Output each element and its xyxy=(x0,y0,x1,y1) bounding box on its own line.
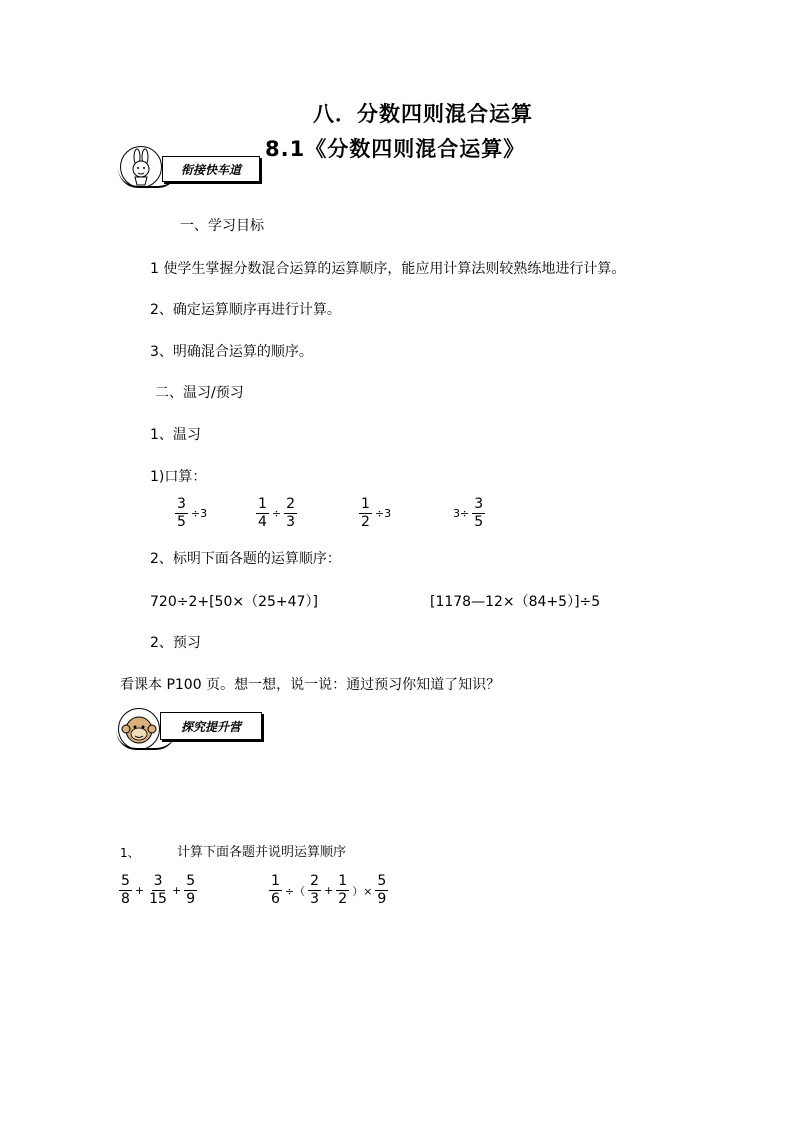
order-heading: 2、标明下面各题的运算顺序： xyxy=(150,551,341,567)
lesson-title: 8.1《分数四则混合运算》 xyxy=(265,137,526,161)
exercise-item-number: 1、 xyxy=(120,846,140,860)
order-exercise-1: 720÷2+[50×（25+47）] xyxy=(150,594,318,610)
review-heading: 1、温习 xyxy=(150,427,201,443)
preview-heading: 2、预习 xyxy=(150,635,201,651)
mental-math-expr-4: 3÷ $\frac{3}{5}$ xyxy=(453,496,484,530)
goal-item-2: 2、确定运算顺序再进行计算。 xyxy=(150,302,341,318)
goals-heading: 一、学习目标 xyxy=(180,218,264,234)
mental-math-expr-2: $\frac{1}{4}$ ÷ $\frac{2}{3}$ xyxy=(258,496,296,530)
explore-badge xyxy=(116,704,268,750)
exercise-item-text: 计算下面各题并说明运算顺序 xyxy=(177,845,347,860)
order-exercise-2: [1178—12×（84+5）]÷5 xyxy=(430,594,601,610)
exercise-expr-2: $\frac{1}{6}$ ÷（ $\frac{2}{3}$ + $\frac{1}{2}$ ）× $\frac{5}{9}$ xyxy=(271,873,387,907)
exercise-expr-1: $\frac{5}{8}$ + $\frac{3}{15}$ + $\frac{5}{9}$ xyxy=(121,873,196,907)
preview-text: 看课本 P100 页。想一想，说一说：通过预习你知道了知识？ xyxy=(120,677,501,693)
goal-item-1: 1 使学生掌握分数混合运算的运算顺序，能应用计算法则较熟练地进行计算。 xyxy=(150,261,626,277)
review-preview-heading: 二、温习/预习 xyxy=(155,385,244,401)
mental-math-expr-3: $\frac{1}{2}$ ÷3 xyxy=(361,496,392,530)
mental-math-expr-1: $\frac{3}{5}$ ÷3 xyxy=(177,496,208,530)
bridge-badge xyxy=(118,146,268,190)
explore-banner: 探究提升营 xyxy=(160,712,262,740)
chapter-title: 八．分数四则混合运算 xyxy=(313,102,533,126)
bridge-banner: 衔接快车道 xyxy=(162,156,260,182)
mental-math-label: 1)口算： xyxy=(150,469,207,485)
goal-item-3: 3、明确混合运算的顺序。 xyxy=(150,344,313,360)
